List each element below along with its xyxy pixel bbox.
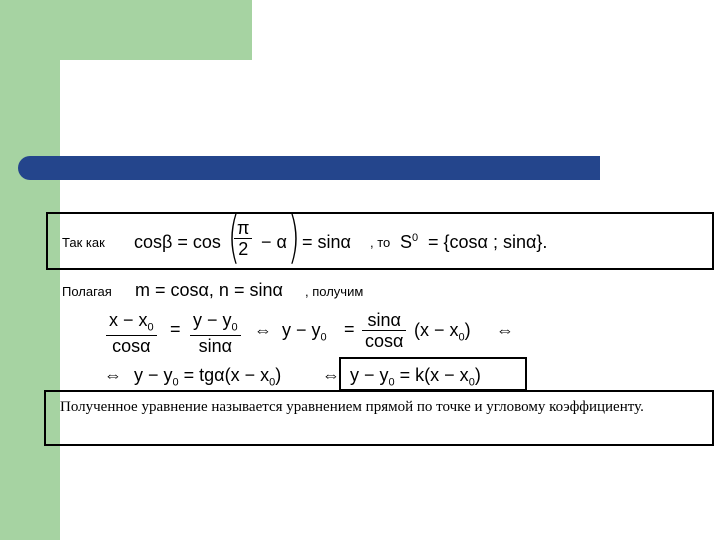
boxed-end: ) bbox=[474, 365, 481, 385]
cos-denominator-2: cosα bbox=[365, 331, 404, 351]
cos-beta-expr: cosβ = cos bbox=[134, 232, 221, 252]
m-n-expr: m = cosα, n = sinα bbox=[135, 280, 283, 300]
s-set-expr: = {cosα ; sinα}. bbox=[428, 232, 548, 252]
tg-mid-text: = tgα(x − x bbox=[183, 365, 270, 385]
to-text: , то bbox=[370, 235, 391, 250]
x-minus-x0-paren bbox=[414, 321, 471, 344]
y0-sub: 0 bbox=[320, 331, 327, 344]
x0-sub: 0 bbox=[147, 321, 154, 334]
y-text: y − y bbox=[282, 320, 321, 340]
boxed-x0-sub: 0 bbox=[468, 376, 475, 389]
iff-arrow-1: ⇔ bbox=[254, 320, 272, 340]
eq-sin-alpha: = sinα bbox=[302, 232, 351, 252]
x-numerator bbox=[106, 310, 157, 335]
y-numerator bbox=[190, 310, 241, 335]
sin-cos-fraction bbox=[362, 310, 406, 351]
tg-end: ) bbox=[275, 365, 282, 385]
cos-denominator: cosα bbox=[112, 335, 151, 356]
left-paren: ( bbox=[227, 205, 240, 270]
minus-alpha: − α bbox=[261, 232, 287, 252]
tg-y0-sub: 0 bbox=[172, 376, 179, 389]
tail-sub: 0 bbox=[458, 331, 465, 344]
content-corner bbox=[60, 60, 120, 120]
equals-sign-2: = bbox=[344, 319, 355, 339]
y0-sub: 0 bbox=[231, 321, 238, 334]
right-paren: ) bbox=[287, 205, 300, 270]
tg-y-text: y − y bbox=[134, 365, 173, 385]
y-num-text: y − y bbox=[193, 310, 232, 330]
poluchim-text: , получим bbox=[305, 284, 364, 299]
iff-arrow-4: ⇔ bbox=[322, 365, 340, 385]
tg-equation bbox=[134, 366, 281, 389]
point-slope-equation bbox=[350, 366, 481, 389]
tg-x0-sub: 0 bbox=[269, 376, 276, 389]
green-sidebar-strip bbox=[0, 0, 60, 540]
s-letter: S bbox=[400, 232, 413, 252]
pi-numerator: π bbox=[237, 218, 250, 238]
two-denominator: 2 bbox=[238, 239, 249, 259]
pi-over-2-fraction bbox=[234, 218, 252, 259]
x-num-text: x − x bbox=[109, 310, 148, 330]
tail-text: (x − x bbox=[414, 320, 459, 340]
tail-end: ) bbox=[464, 320, 471, 340]
y-minus-y0 bbox=[282, 321, 327, 344]
boxed-mid-text: = k(x − x bbox=[399, 365, 469, 385]
polagaya-text: Полагая bbox=[62, 284, 112, 299]
conclusion-text: Полученное уравнение называется уравнением прямой по точке и угловому коэффициенту. bbox=[60, 399, 644, 415]
tak-kak-text: Так как bbox=[62, 235, 105, 250]
green-top-block bbox=[60, 0, 252, 60]
iff-arrow-3: ⇔ bbox=[104, 365, 122, 385]
title-bar bbox=[18, 156, 600, 180]
y-fraction bbox=[190, 310, 241, 356]
s-superscript: 0 bbox=[412, 232, 419, 244]
sin-denominator: sinα bbox=[198, 335, 233, 356]
sin-numerator: sinα bbox=[367, 310, 401, 330]
s-vector bbox=[400, 233, 418, 251]
equals-sign: = bbox=[170, 319, 181, 339]
boxed-y-text: y − y bbox=[350, 365, 389, 385]
boxed-y0-sub: 0 bbox=[388, 376, 395, 389]
iff-arrow-2: ⇔ bbox=[496, 320, 514, 340]
x-fraction bbox=[106, 310, 157, 356]
